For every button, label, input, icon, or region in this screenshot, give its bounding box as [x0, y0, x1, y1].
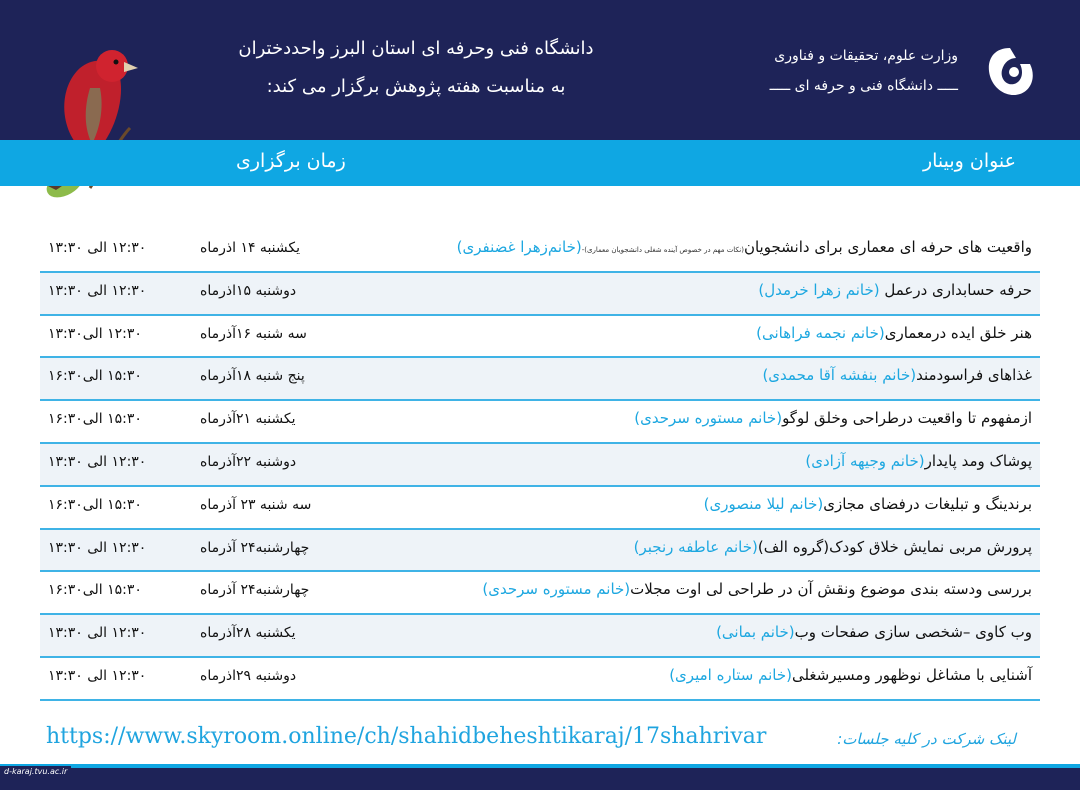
- presenter-name: (خانم عاطفه رنجبر): [633, 537, 758, 556]
- table-row: [40, 316, 1040, 359]
- table-row: [40, 658, 1040, 701]
- university-logo-icon: [980, 42, 1040, 104]
- session-day: یکشنبه ۱۴ اذرماه: [200, 240, 301, 256]
- table-row: [40, 230, 1040, 273]
- footer-stripe: [0, 764, 1080, 768]
- table-row: [40, 530, 1040, 573]
- session-time: ۱۲:۳۰ الی ۱۳:۳۰: [48, 667, 147, 684]
- presenter-name: (خانم لیلا منصوری): [703, 494, 824, 513]
- session-time: ۱۵:۳۰ الی۱۶:۳۰: [48, 582, 142, 599]
- session-time: ۱۲:۳۰ الی ۱۳:۳۰: [48, 625, 147, 642]
- presenter-name: (خانم بمانی): [716, 623, 795, 642]
- session-time: ۱۲:۳۰ الی ۱۳:۳۰: [48, 453, 147, 470]
- presenter-name: (خانم مستوره سرحدی): [482, 580, 631, 599]
- column-header-time: زمان برگزاری: [236, 150, 346, 172]
- table-row: [40, 487, 1040, 530]
- university-name: ـــــ دانشگاه فنی و حرفه ای ـــــ: [769, 78, 958, 94]
- presenter-name: (خانم نجمه فراهانی): [756, 323, 885, 342]
- presenter-name: (خانم‌زهرا غضنفری): [456, 238, 582, 256]
- session-time: ۱۵:۳۰ الی۱۶:۳۰: [48, 368, 142, 385]
- session-time: ۱۲:۳۰ الی۱۳:۳۰: [48, 325, 142, 342]
- ministry-name: وزارت علوم، تحقیقات و فناوری: [774, 48, 958, 64]
- webinar-note: (نکات مهم در خصوص آینده شغلی دانشجویان معماری)-: [581, 246, 744, 254]
- webinar-title: آشنایی با مشاغل نوظهور ومسیرشغلی: [791, 665, 1032, 684]
- link-label: لینک شرکت در کلیه جلسات:: [837, 730, 1016, 748]
- table-row: [40, 401, 1040, 444]
- schedule-table: [40, 230, 1040, 701]
- webinar-title: حرفه حسابداری درعمل: [879, 280, 1032, 299]
- webinar-title: پوشاک ومد پایدار: [924, 451, 1032, 470]
- column-header-title: عنوان وبینار: [922, 150, 1016, 172]
- webinar-title: واقعیت های حرفه ای معماری برای دانشجویان: [743, 238, 1032, 256]
- session-day: یکشنبه ۲۸آذرماه: [200, 625, 296, 642]
- session-time: ۱۲:۳۰ الی ۱۳:۳۰: [48, 539, 147, 556]
- session-day: دوشنبه ۲۹اذرماه: [200, 667, 297, 684]
- session-time: ۱۲:۳۰ الی ۱۳:۳۰: [48, 282, 147, 299]
- presenter-name: (خانم مستوره سرحدی): [634, 409, 783, 428]
- session-link[interactable]: https://www.skyroom.online/ch/shahidbeheshtikaraj/17shahrivar: [46, 724, 767, 749]
- table-row: [40, 615, 1040, 658]
- session-day: سه شنبه ۱۶آذرماه: [200, 325, 307, 342]
- table-row: [40, 444, 1040, 487]
- presenter-name: (خانم زهرا خرمدل): [758, 280, 880, 299]
- table-row: [40, 572, 1040, 615]
- session-day: سه شنبه ۲۳ آذرماه: [200, 496, 312, 513]
- webinar-title: پرورش مربی نمایش خلاق کودک(گروه الف): [757, 537, 1032, 556]
- organizer-line: دانشگاه فنی وحرفه ای استان البرز واحددختران: [238, 38, 594, 59]
- occasion-line: به مناسبت هفته پژوهش برگزار می کند:: [266, 76, 566, 97]
- session-day: دوشنبه ۲۲آذرماه: [200, 453, 297, 470]
- session-day: یکشنبه ۲۱آذرماه: [200, 411, 296, 428]
- webinar-title: هنر خلق ایده درمعماری: [884, 323, 1032, 342]
- session-day: پنج شنبه ۱۸آذرماه: [200, 368, 305, 385]
- presenter-name: (خانم ستاره امیری): [669, 665, 792, 684]
- session-day: چهارشنبه۲۴ آذرماه: [200, 539, 310, 556]
- session-day: دوشنبه ۱۵اذرماه: [200, 282, 297, 299]
- presenter-name: (خانم وجیهه آزادی): [805, 451, 925, 470]
- table-row: [40, 358, 1040, 401]
- webinar-title: بررسی ودسته بندی موضوع ونقش آن در طراحی لی اوت مجلات: [630, 580, 1032, 599]
- webinar-title: ازمفهوم تا واقعیت درطراحی وخلق لوگو: [782, 409, 1032, 428]
- site-tag: d-karaj.tvu.ac.ir: [0, 766, 71, 778]
- session-time: ۱۵:۳۰ الی۱۶:۳۰: [48, 496, 142, 513]
- session-day: چهارشنبه۲۴ آذرماه: [200, 582, 310, 599]
- webinar-title: وب کاوی –شخصی سازی صفحات وب: [794, 623, 1032, 642]
- session-time: ۱۵:۳۰ الی۱۶:۳۰: [48, 411, 142, 428]
- session-time: ۱۲:۳۰ الی ۱۳:۳۰: [48, 240, 147, 256]
- webinar-title: برندینگ و تبلیغات درفضای مجازی: [823, 494, 1032, 513]
- webinar-title: غذاهای فراسودمند: [916, 366, 1032, 385]
- table-header-bar: [0, 140, 1080, 186]
- presenter-name: (خانم بنفشه آقا محمدی): [762, 366, 917, 385]
- table-row: [40, 273, 1040, 316]
